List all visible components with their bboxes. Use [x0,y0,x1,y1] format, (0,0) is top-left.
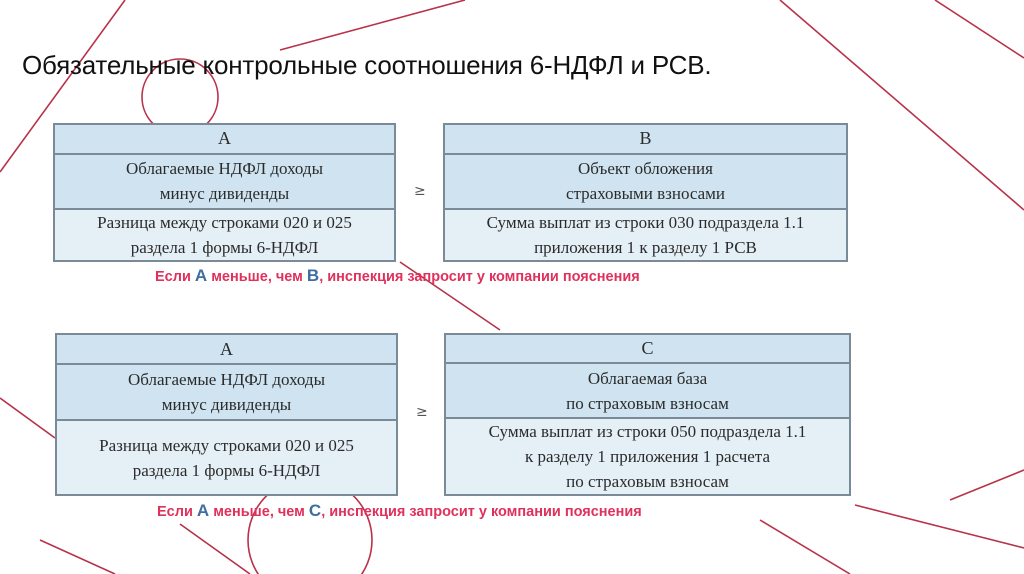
text-line: по страховым взносам [566,472,729,491]
box-source [57,421,396,494]
variable-b: В [306,266,320,285]
text-line: к разделу 1 приложения 1 расчета [524,447,770,466]
text-line: Разница между строками 020 и 025 [99,435,354,455]
box-header: B [445,125,846,155]
text-line: по страховым взносам [566,393,729,413]
text-line: Облагаемые НДФЛ доходы [127,370,326,389]
box-description [55,155,394,210]
page-title: Обязательные контрольные соотношения 6-НДФЛ и РСВ. [22,50,712,80]
text-line: раздела 1 формы 6-НДФЛ [130,238,319,257]
explanation-note [155,266,640,286]
text-line: Облагаемая база [587,368,708,388]
box-source [445,210,846,260]
text-line: приложения 1 к разделу 1 РСВ [534,238,757,257]
box-header: A [57,335,396,365]
box-description [446,364,849,419]
formula-a-box [53,123,396,262]
box-description [57,365,396,421]
note-text: , инспекция запросит у компании пояснения [319,269,640,285]
text-line: Разница между строками 020 и 025 [97,213,352,232]
formula-a-box [55,333,398,496]
greater-or-equal-symbol: ≥ [416,404,428,420]
box-header: A [55,125,394,155]
text-line: Сумма выплат из строки 050 подраздела 1.1 [488,422,807,441]
variable-c: С [308,501,322,520]
box-source [446,419,849,494]
box-header: C [446,335,849,364]
text-line: минус дивиденды [159,184,290,204]
note-text: , инспекция запросит у компании пояснения [321,504,642,520]
note-text: Если [155,269,195,285]
note-text: меньше, чем [207,269,307,285]
text-line: Облагаемые НДФЛ доходы [125,159,324,179]
text-line: Объект обложения [578,159,713,179]
text-line: страховыми взносами [565,184,726,204]
formula-b-box [443,123,848,262]
box-description [445,155,846,210]
variable-a: А [194,266,208,285]
text-line: Сумма выплат из строки 030 подраздела 1.1 [486,213,805,232]
greater-or-equal-symbol: ≥ [414,183,426,199]
note-text: меньше, чем [209,504,309,520]
formula-c-box [444,333,851,496]
explanation-note [157,501,642,521]
text-line: раздела 1 формы 6-НДФЛ [132,460,321,480]
variable-a: А [196,501,210,520]
note-text: Если [157,504,197,520]
box-source [55,210,394,260]
text-line: минус дивиденды [161,395,292,414]
